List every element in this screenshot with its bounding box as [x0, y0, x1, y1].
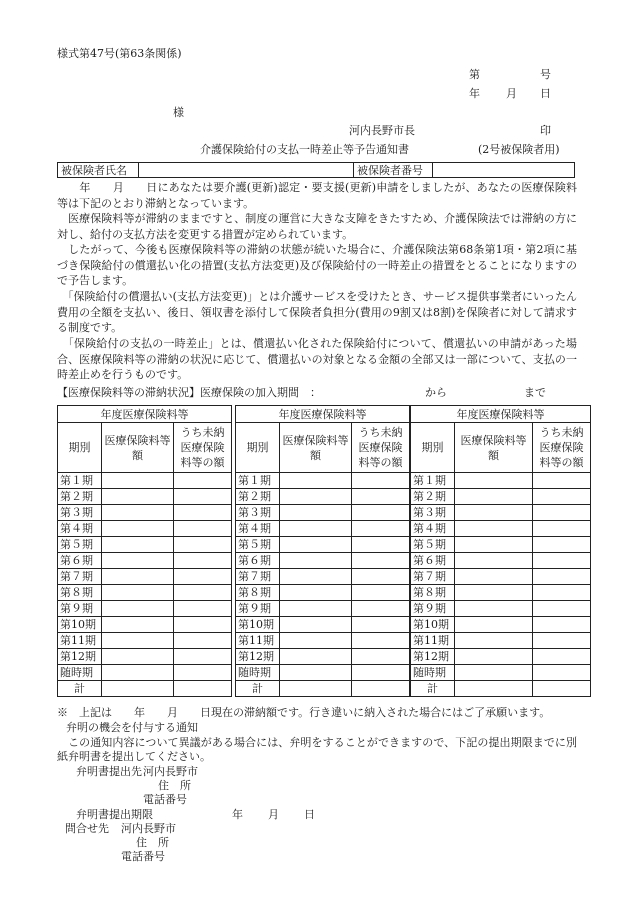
amount-cell[interactable]	[455, 649, 533, 665]
unpaid-cell[interactable]	[174, 553, 232, 569]
period-label: 随時期	[411, 665, 455, 681]
unpaid-cell[interactable]	[533, 633, 591, 649]
table-row	[58, 473, 232, 489]
period-label: 第８期	[58, 585, 102, 601]
amount-cell[interactable]	[102, 521, 174, 537]
table-row	[411, 633, 591, 649]
amount-header: 医療保険料等額	[455, 423, 533, 473]
issuer-name: 河内長野市長	[349, 124, 415, 137]
amount-cell[interactable]	[280, 553, 352, 569]
table-row	[236, 569, 410, 585]
table-row	[58, 489, 232, 505]
table-row	[411, 521, 591, 537]
amount-cell[interactable]	[455, 569, 533, 585]
amount-cell[interactable]	[102, 649, 174, 665]
table-row	[236, 665, 410, 681]
table-row	[236, 473, 410, 489]
unpaid-cell[interactable]	[352, 505, 410, 521]
amount-cell[interactable]	[102, 569, 174, 585]
addressee-suffix: 様	[173, 106, 184, 119]
unpaid-cell[interactable]	[352, 569, 410, 585]
amount-cell[interactable]	[455, 473, 533, 489]
amount-cell[interactable]	[102, 489, 174, 505]
table-row	[236, 649, 410, 665]
period-label: 第１期	[58, 473, 102, 489]
date-year: 年	[469, 87, 480, 100]
amount-cell[interactable]	[102, 633, 174, 649]
amount-cell[interactable]	[455, 489, 533, 505]
period-label: 第12期	[411, 649, 455, 665]
submission-address-label: 住 所	[158, 779, 191, 792]
amount-cell[interactable]	[455, 537, 533, 553]
period-label: 第３期	[236, 505, 280, 521]
table-row	[411, 569, 591, 585]
amount-cell[interactable]	[455, 553, 533, 569]
period-label: 第６期	[236, 553, 280, 569]
table-row	[411, 585, 591, 601]
period-label: 第２期	[236, 489, 280, 505]
unpaid-cell[interactable]	[174, 505, 232, 521]
period-label: 第１期	[411, 473, 455, 489]
amount-cell[interactable]	[280, 601, 352, 617]
period-label: 第10期	[58, 617, 102, 633]
contact-address-label: 住 所	[136, 836, 169, 849]
arrears-heading: 【医療保険料等の滞納状況】医療保険の加入期間 ：	[57, 386, 321, 399]
insured-name-label: 被保険者氏名	[58, 163, 139, 178]
table-row	[58, 569, 232, 585]
amount-cell[interactable]	[455, 633, 533, 649]
unpaid-cell[interactable]	[533, 585, 591, 601]
arrears-table-2	[235, 405, 410, 697]
table-row	[236, 553, 410, 569]
unpaid-cell[interactable]	[174, 633, 232, 649]
period-label: 第９期	[411, 601, 455, 617]
total-label: 計	[58, 681, 102, 697]
period-label: 第９期	[58, 601, 102, 617]
period-label: 第５期	[58, 537, 102, 553]
total-label: 計	[411, 681, 455, 697]
period-label: 第８期	[236, 585, 280, 601]
unpaid-cell[interactable]	[533, 553, 591, 569]
table-row	[411, 617, 591, 633]
period-label: 第11期	[411, 633, 455, 649]
notice-body: この通知内容について異議がある場合には、弁明をすることができますので、下記の提出期限までに別紙弁明書を提出してください。	[57, 736, 577, 763]
total-unpaid-cell[interactable]	[533, 681, 591, 697]
unpaid-cell[interactable]	[174, 473, 232, 489]
amount-cell[interactable]	[455, 665, 533, 681]
period-label: 第６期	[411, 553, 455, 569]
amount-cell[interactable]	[280, 473, 352, 489]
total-label: 計	[236, 681, 280, 697]
unpaid-cell[interactable]	[533, 665, 591, 681]
table-row	[236, 505, 410, 521]
amount-cell[interactable]	[280, 537, 352, 553]
period-label: 第２期	[411, 489, 455, 505]
amount-cell[interactable]	[102, 585, 174, 601]
deadline-day: 日	[304, 808, 315, 821]
amount-cell[interactable]	[280, 617, 352, 633]
period-label: 第５期	[411, 537, 455, 553]
date-day: 日	[540, 87, 551, 100]
contact-org: 河内長野市	[121, 822, 176, 835]
arrears-from: から	[425, 386, 447, 399]
submission-tel-label: 電話番号	[143, 793, 187, 806]
table-row	[236, 489, 410, 505]
amount-cell[interactable]	[280, 633, 352, 649]
insured-info-table	[57, 162, 575, 178]
amount-cell[interactable]	[102, 617, 174, 633]
period-label: 第12期	[236, 649, 280, 665]
period-label: 第７期	[236, 569, 280, 585]
total-unpaid-cell[interactable]	[352, 681, 410, 697]
fiscal-year-header: 年度医療保険料等	[236, 406, 410, 423]
table-row	[411, 473, 591, 489]
amount-cell[interactable]	[455, 601, 533, 617]
paragraph-5: 「保険給付の支払の一時差止」とは、償還払い化された保険給付について、償還払いの申請があった場合、医療保険料等の滞納の状況に応じて、償還払いの対象となる金額の全部又は一部について、支払の一時差止めを行うものです。	[57, 337, 577, 381]
unpaid-cell[interactable]	[533, 521, 591, 537]
period-header: 期別	[236, 423, 280, 473]
table-row	[236, 585, 410, 601]
period-label: 第11期	[236, 633, 280, 649]
period-label: 第７期	[411, 569, 455, 585]
deadline-label: 弁明書提出期限	[76, 808, 153, 821]
table-row	[411, 537, 591, 553]
fiscal-year-header: 年度医療保険料等	[58, 406, 232, 423]
arrears-table-3	[410, 405, 591, 697]
unpaid-cell[interactable]	[352, 489, 410, 505]
period-label: 第３期	[411, 505, 455, 521]
insured-number-label: 被保険者番号	[354, 163, 433, 178]
table-row	[411, 649, 591, 665]
period-label: 随時期	[236, 665, 280, 681]
table-row	[58, 585, 232, 601]
table-row	[236, 633, 410, 649]
period-label: 随時期	[58, 665, 102, 681]
doc-subtitle: (2号被保険者用)	[478, 143, 560, 156]
unpaid-cell[interactable]	[352, 665, 410, 681]
unpaid-header: うち未納医療保険料等の額	[352, 423, 410, 473]
unpaid-cell[interactable]	[352, 601, 410, 617]
unpaid-cell[interactable]	[174, 489, 232, 505]
unpaid-cell[interactable]	[533, 489, 591, 505]
amount-cell[interactable]	[102, 665, 174, 681]
table-row	[411, 553, 591, 569]
period-label: 第４期	[411, 521, 455, 537]
period-label: 第６期	[58, 553, 102, 569]
amount-cell[interactable]	[102, 537, 174, 553]
unpaid-cell[interactable]	[533, 473, 591, 489]
table-row	[236, 537, 410, 553]
amount-cell[interactable]	[280, 585, 352, 601]
unpaid-header: うち未納医療保険料等の額	[174, 423, 232, 473]
period-label: 第３期	[58, 505, 102, 521]
period-header: 期別	[411, 423, 455, 473]
submission-org: 河内長野市	[143, 765, 198, 778]
fiscal-year-header: 年度医療保険料等	[411, 406, 591, 423]
unpaid-cell[interactable]	[174, 521, 232, 537]
total-unpaid-cell[interactable]	[174, 681, 232, 697]
table-row	[411, 489, 591, 505]
arrears-table-1	[57, 405, 232, 697]
unpaid-cell[interactable]	[174, 649, 232, 665]
amount-cell[interactable]	[280, 665, 352, 681]
unpaid-cell[interactable]	[174, 617, 232, 633]
paragraph-2: 医療保険料等が滞納のままですと、制度の運営に大きな支障をきたすため、介護保険法では滞納の方に対し、給付の支払方法を変更する措置が定められています。	[57, 212, 577, 241]
period-label: 第７期	[58, 569, 102, 585]
period-label: 第12期	[58, 649, 102, 665]
amount-cell[interactable]	[455, 505, 533, 521]
period-label: 第10期	[411, 617, 455, 633]
period-label: 第１期	[236, 473, 280, 489]
form-id: 様式第47号(第63条関係)	[57, 47, 182, 60]
unpaid-cell[interactable]	[352, 473, 410, 489]
unpaid-cell[interactable]	[352, 521, 410, 537]
total-amount-cell[interactable]	[102, 681, 174, 697]
table-row	[411, 665, 591, 681]
paragraph-1: 年 月 日にあなたは要介護(更新)認定・要支援(更新)申請をしましたが、あなたの医療保険料等は下記のとおり滞納となっています。	[57, 181, 577, 210]
period-label: 第２期	[58, 489, 102, 505]
period-header: 期別	[58, 423, 102, 473]
paragraph-4: 「保険給付の償還払い(支払方法変更)」とは介護サービスを受けたとき、サービス提供事業者にいったん費用の全額を支払い、後日、領収書を添付して保険者負担分(費用の9割又は8割)を保険者に対して請求する制度です。	[57, 290, 577, 334]
unpaid-cell[interactable]	[533, 617, 591, 633]
arrears-to: まで	[524, 386, 546, 399]
amount-cell[interactable]	[102, 601, 174, 617]
date-month: 月	[506, 87, 517, 100]
amount-cell[interactable]	[455, 617, 533, 633]
table-row	[58, 649, 232, 665]
table-row	[58, 601, 232, 617]
total-amount-cell[interactable]	[455, 681, 533, 697]
deadline-year: 年	[232, 808, 243, 821]
table-row	[58, 617, 232, 633]
unpaid-cell[interactable]	[352, 617, 410, 633]
amount-cell[interactable]	[280, 521, 352, 537]
table-row	[58, 505, 232, 521]
amount-cell[interactable]	[102, 505, 174, 521]
unpaid-cell[interactable]	[352, 633, 410, 649]
table-row	[236, 601, 410, 617]
deadline-month: 月	[268, 808, 279, 821]
unpaid-cell[interactable]	[533, 505, 591, 521]
contact-tel-label: 電話番号	[121, 850, 165, 863]
amount-cell[interactable]	[280, 505, 352, 521]
amount-header: 医療保険料等額	[280, 423, 352, 473]
insured-number-field[interactable]	[433, 163, 575, 178]
unpaid-header: うち未納医療保険料等の額	[533, 423, 591, 473]
amount-header: 医療保険料等額	[102, 423, 174, 473]
period-label: 第８期	[411, 585, 455, 601]
period-label: 第10期	[236, 617, 280, 633]
notice-heading: 弁明の機会を付与する通知	[66, 721, 198, 734]
amount-cell[interactable]	[102, 553, 174, 569]
table-row	[236, 617, 410, 633]
amount-cell[interactable]	[280, 649, 352, 665]
unpaid-cell[interactable]	[533, 601, 591, 617]
amount-cell[interactable]	[455, 521, 533, 537]
table-row	[58, 521, 232, 537]
unpaid-cell[interactable]	[533, 649, 591, 665]
table-row	[236, 521, 410, 537]
period-label: 第９期	[236, 601, 280, 617]
unpaid-cell[interactable]	[174, 601, 232, 617]
unpaid-cell[interactable]	[174, 537, 232, 553]
amount-cell[interactable]	[455, 585, 533, 601]
amount-cell[interactable]	[280, 489, 352, 505]
table-row	[411, 505, 591, 521]
insured-name-field[interactable]	[139, 163, 354, 178]
doc-no-suffix: 号	[540, 68, 551, 81]
table-row	[58, 665, 232, 681]
unpaid-cell[interactable]	[533, 569, 591, 585]
submission-label: 弁明書提出先	[76, 765, 142, 778]
period-label: 第４期	[58, 521, 102, 537]
table-row	[58, 633, 232, 649]
table-row	[58, 537, 232, 553]
unpaid-cell[interactable]	[174, 665, 232, 681]
footnote: ※ 上記は 年 月 日現在の滞納額です。行き違いに納入された場合にはご了承願います。	[57, 706, 551, 719]
contact-label: 問合せ先	[65, 822, 109, 835]
unpaid-cell[interactable]	[352, 537, 410, 553]
table-row	[58, 553, 232, 569]
period-label: 第４期	[236, 521, 280, 537]
amount-cell[interactable]	[102, 473, 174, 489]
doc-no-label: 第	[469, 68, 480, 81]
unpaid-cell[interactable]	[352, 649, 410, 665]
doc-title: 介護保険給付の支払一時差止等予告通知書	[200, 143, 409, 156]
unpaid-cell[interactable]	[174, 585, 232, 601]
unpaid-cell[interactable]	[174, 569, 232, 585]
period-label: 第11期	[58, 633, 102, 649]
period-label: 第５期	[236, 537, 280, 553]
issuer-seal: 印	[540, 124, 551, 137]
total-amount-cell[interactable]	[280, 681, 352, 697]
paragraph-3: したがって、今後も医療保険料等の滞納の状態が続いた場合に、介護保険法第68条第1項・第2項に基づき保険給付の償還払い化の措置(支払方法変更)及び保険給付の一時差止の措置をとることになりますので予告します。	[57, 243, 577, 287]
table-row	[411, 601, 591, 617]
amount-cell[interactable]	[280, 569, 352, 585]
unpaid-cell[interactable]	[533, 537, 591, 553]
unpaid-cell[interactable]	[352, 553, 410, 569]
unpaid-cell[interactable]	[352, 585, 410, 601]
